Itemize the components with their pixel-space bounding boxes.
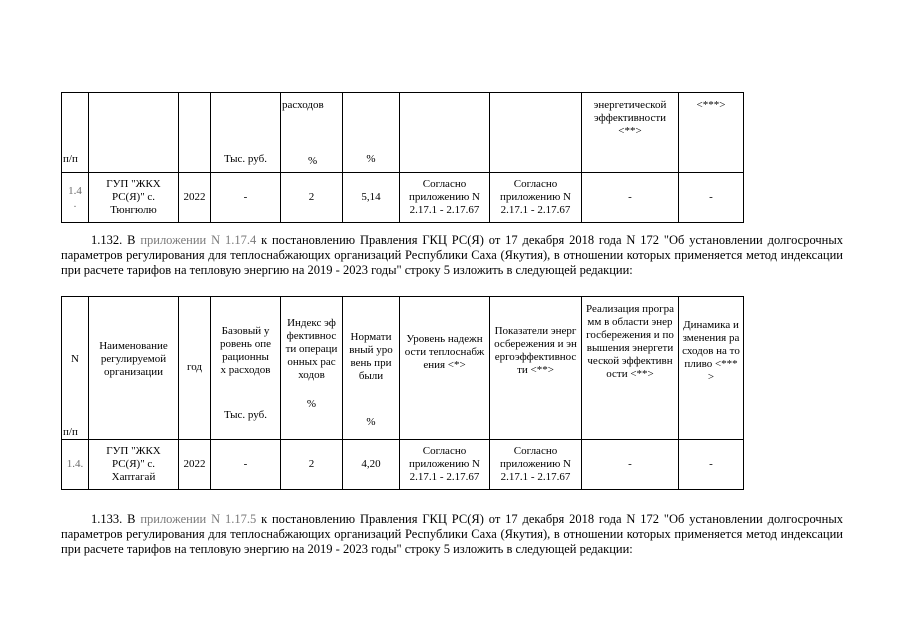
table1-row-num: 1.4 . — [62, 173, 89, 223]
paragraph-text: к постановлению Правления ГКЦ РС(Я) от 17 декабря 2018 года N 172 "Об установлении долгосрочных параметров регулирования для теплоснабжающих организаций Республики Саха (Якутия), в отношении которых применяется метод индексации при расчете тарифов на тепловую энергию на 2019 - 2023 годы" строку 5 изложить в следующей редакции: — [61, 233, 843, 277]
table1-row-programs: - — [582, 173, 679, 223]
table-full-2 — [61, 296, 744, 490]
table2-header-fuel: Динамика изменения расходов на топливо <***> — [679, 297, 744, 440]
table2-row-profit: 4,20 — [343, 440, 400, 490]
appendix-link[interactable]: приложении N 1.17.4 — [140, 233, 257, 247]
table2-unit-base: Тыс. руб. — [223, 409, 267, 421]
table1-header-fuel: <***> — [679, 93, 744, 173]
table1-header-efficiency: энергетической эффективности <**> — [582, 93, 679, 173]
table2-row-programs: - — [582, 440, 679, 490]
table1-unit-index: % — [308, 155, 318, 167]
paragraph-1-133 — [61, 512, 843, 557]
table2-header-num: N — [71, 353, 79, 365]
table-row — [62, 440, 744, 490]
table-row — [62, 173, 744, 223]
table1-row-org: ГУП "ЖКХ РС(Я)" с. Тюнгюлю — [89, 173, 179, 223]
table2-row-reliability: Согласно приложению N 2.17.1 - 2.17.67 — [400, 440, 490, 490]
table2-row-indicators: Согласно приложению N 2.17.1 - 2.17.67 — [490, 440, 582, 490]
table1-row-indicators: Согласно приложению N 2.17.1 - 2.17.67 — [490, 173, 582, 223]
table2-header-base: Базовый уровень операционных расходов — [220, 325, 271, 376]
paragraph-number: 1.132. В — [91, 233, 136, 247]
table2-header-programs: Реализация программ в области энергосбережения и повышения энергетической эффективности <**> — [582, 297, 679, 440]
paragraph-1-132 — [61, 233, 843, 278]
table1-row-fuel: - — [679, 173, 744, 223]
table2-row-index: 2 — [281, 440, 343, 490]
table1-row-profit: 5,14 — [343, 173, 400, 223]
table2-unit-index: % — [306, 398, 317, 410]
table2-unit-profit: % — [366, 416, 376, 428]
table2-header-row — [62, 297, 744, 440]
table2-row-fuel: - — [679, 440, 744, 490]
table2-header-year: год — [179, 297, 211, 440]
paragraph-text: к постановлению Правления ГКЦ РС(Я) от 17 декабря 2018 года N 172 "Об установлении долгосрочных параметров регулирования для теплоснабжающих организаций Республики Саха (Якутия), в отношении которых применяется метод индексации при расчете тарифов на тепловую энергию на 2019 - 2023 годы" строку 5 изложить в следующей редакции: — [61, 512, 843, 556]
table1-row-index: 2 — [281, 173, 343, 223]
table2-row-year: 2022 — [179, 440, 211, 490]
table2-unit-num: п/п — [63, 426, 78, 438]
appendix-link[interactable]: приложении N 1.17.5 — [140, 512, 257, 526]
table2-row-org: ГУП "ЖКХ РС(Я)" с. Хаптагай — [89, 440, 179, 490]
table1-unit-profit: % — [343, 93, 400, 173]
table1-header-expenses: расходов — [282, 99, 324, 111]
table2-header-reliability: Уровень надежности теплоснабжения <*> — [400, 297, 490, 440]
table1-row-base: - — [211, 173, 281, 223]
table-fragment-1-body — [61, 92, 744, 223]
table2-header-index: Индекс эффективности операционных расходов — [285, 317, 338, 381]
table2-header-indicators: Показатели энергосбережения и энергоэффективности <**> — [490, 297, 582, 440]
table1-unit-num: п/п — [62, 93, 89, 173]
table2-header-profit: Нормативный уровень прибыли — [349, 331, 393, 382]
table1-row-reliability: Согласно приложению N 2.17.1 - 2.17.67 — [400, 173, 490, 223]
table2-header-org: Наименование регулируемой организации — [89, 297, 179, 440]
table2-row-base: - — [211, 440, 281, 490]
table1-row-year: 2022 — [179, 173, 211, 223]
table1-unit-base: Тыс. руб. — [211, 93, 281, 173]
paragraph-number: 1.133. В — [91, 512, 136, 526]
table2-row-num: 1.4. — [62, 440, 89, 490]
